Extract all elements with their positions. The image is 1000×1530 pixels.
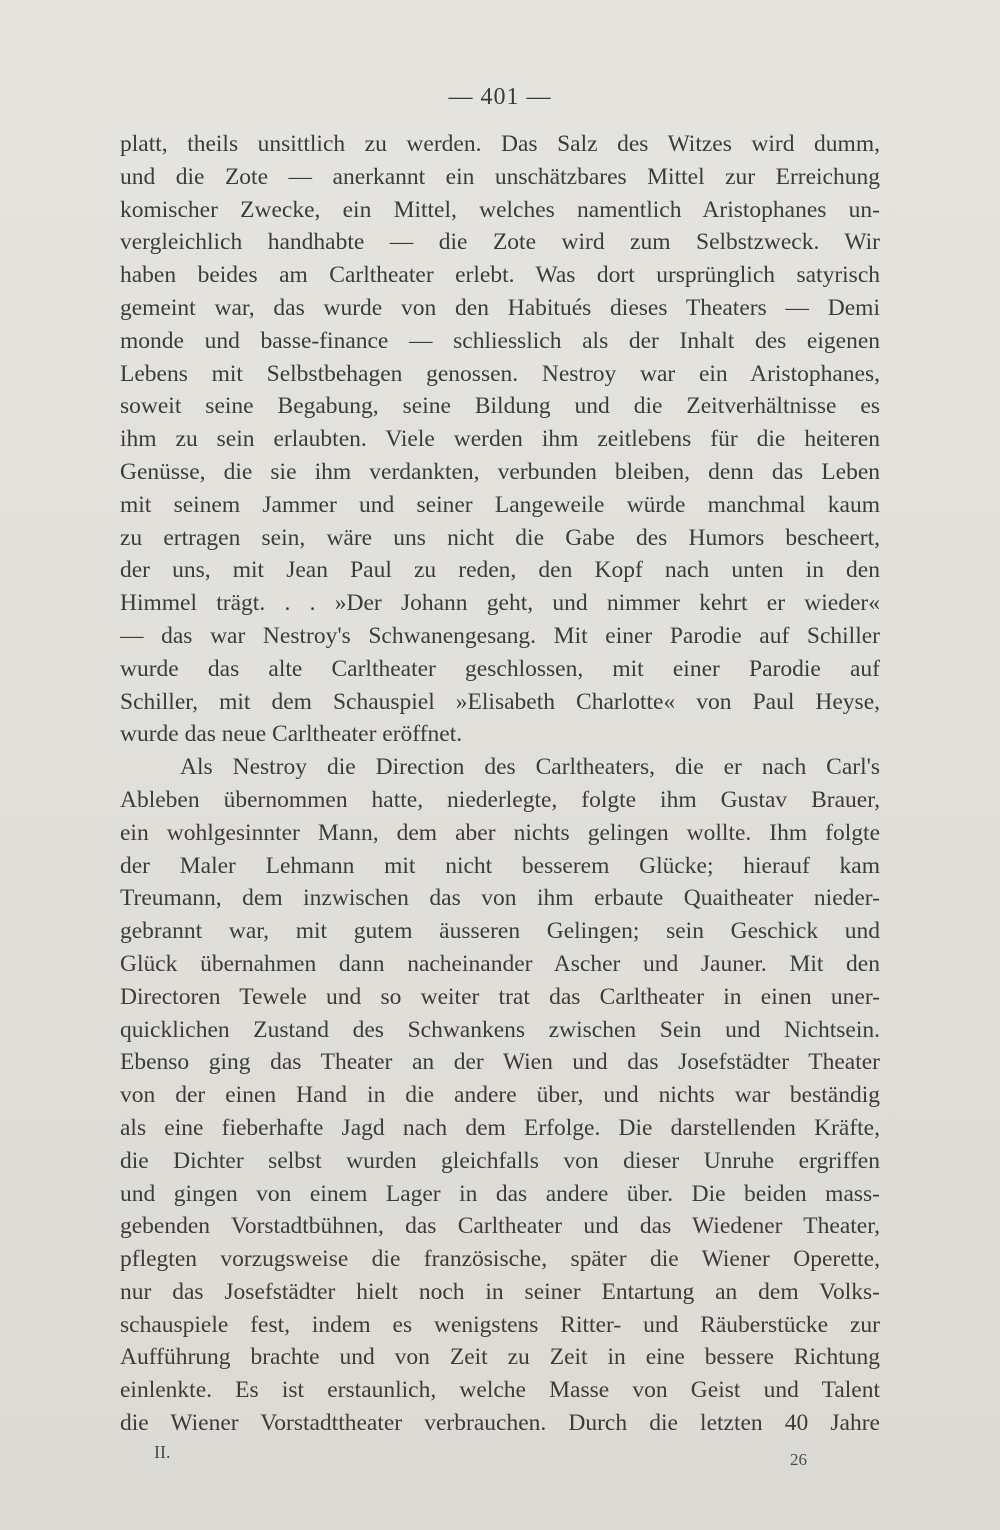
text-line: Ableben übernommen hatte, niederlegte, folgte ihm Gustav Brauer, [120,786,880,813]
signature-mark: II. [154,1442,171,1462]
text-line: die Dichter selbst wurden gleichfalls von dieser Unruhe ergriffen [120,1147,880,1174]
text-line: soweit seine Begabung, seine Bildung und die Zeitverhältnisse es [120,393,880,420]
text-line: wurde das alte Carltheater geschlossen, mit einer Parodie auf [120,655,880,682]
text-line: Ebenso ging das Theater an der Wien und das Josefstädter Theater [120,1049,880,1076]
text-line: vergleichlich handhabte — die Zote wird zum Selbstzweck. Wir [120,229,880,256]
text-line: ihm zu sein erlaubten. Viele werden ihm zeitlebens für die heiteren [120,426,880,453]
text-line: pflegten vorzugsweise die französische, später die Wiener Operette, [120,1246,880,1273]
text-line: als eine fieberhafte Jagd nach dem Erfolge. Die darstellenden Kräfte, [120,1114,880,1141]
text-line: gemeint war, das wurde von den Habitués dieses Theaters — Demi [120,294,880,321]
text-line: Directoren Tewele und so weiter trat das Carltheater in einen uner- [120,983,880,1010]
text-line: gebrannt war, mit gutem äusseren Gelingen; sein Geschick und [120,918,880,945]
text-line-paragraph-start: Als Nestroy die Direction des Carltheaters, die er nach Carl's [180,754,880,781]
text-line: mit seinem Jammer und seiner Langeweile würde manchmal kaum [120,491,880,518]
text-line: Glück übernahmen dann nacheinander Ascher und Jauner. Mit den [120,950,880,977]
text-line: quicklichen Zustand des Schwankens zwischen Sein und Nichtsein. [120,1016,880,1043]
sheet-number: 26 [790,1450,807,1469]
text-line: Treumann, dem inzwischen das von ihm erbaute Quaitheater nieder- [120,885,880,912]
text-line: platt, theils unsittlich zu werden. Das Salz des Witzes wird dumm, [120,131,880,157]
text-line: Schiller, mit dem Schauspiel »Elisabeth Charlotte« von Paul Heyse, [120,688,880,715]
text-line: Genüsse, die sie ihm verdankten, verbunden bleiben, denn das Leben [120,458,880,485]
text-line: die Wiener Vorstadttheater verbrauchen. Durch die letzten 40 Jahre [120,1410,880,1437]
text-line: Himmel trägt. . . »Der Johann geht, und nimmer kehrt er wieder« [120,590,880,617]
text-line: von der einen Hand in die andere über, und nichts war beständig [120,1082,880,1109]
text-line: zu ertragen sein, wäre uns nicht die Gabe des Humors bescheert, [120,524,880,551]
text-line: nur das Josefstädter hielt noch in seiner Entartung an dem Volks- [120,1278,880,1305]
text-line: ein wohlgesinnter Mann, dem aber nichts gelingen wollte. Ihm folgte [120,819,880,846]
text-line: Aufführung brachte und von Zeit zu Zeit in eine bessere Richtung [120,1344,880,1371]
body-text [120,128,880,1440]
text-line-paragraph-end: wurde das neue Carltheater eröffnet. [120,721,463,748]
text-line: schauspiele fest, indem es wenigstens Ritter- und Räuberstücke zur [120,1311,880,1338]
text-line: Lebens mit Selbstbehagen genossen. Nestroy war ein Aristophanes, [120,360,880,387]
text-line: der uns, mit Jean Paul zu reden, den Kopf nach unten in den [120,557,880,584]
text-line: — das war Nestroy's Schwanengesang. Mit einer Parodie auf Schiller [120,622,880,649]
text-line: einlenkte. Es ist erstaunlich, welche Masse von Geist und Talent [120,1377,880,1404]
text-line: der Maler Lehmann mit nicht besserem Glücke; hierauf kam [120,852,880,879]
page-footer [0,1436,1000,1476]
text-line: haben beides am Carltheater erlebt. Was dort ursprünglich satyrisch [120,262,880,289]
text-line: komischer Zwecke, ein Mittel, welches namentlich Aristophanes un- [120,196,880,223]
text-line: und gingen von einem Lager in das andere über. Die beiden mass- [120,1180,880,1207]
text-line: monde und basse-finance — schliesslich als der Inhalt des eigenen [120,327,880,354]
text-line: und die Zote — anerkannt ein unschätzbares Mittel zur Erreichung [120,163,880,190]
text-line: gebenden Vorstadtbühnen, das Carltheater und das Wiedener Theater, [120,1213,880,1240]
page-number-header: — 401 — [448,84,552,110]
